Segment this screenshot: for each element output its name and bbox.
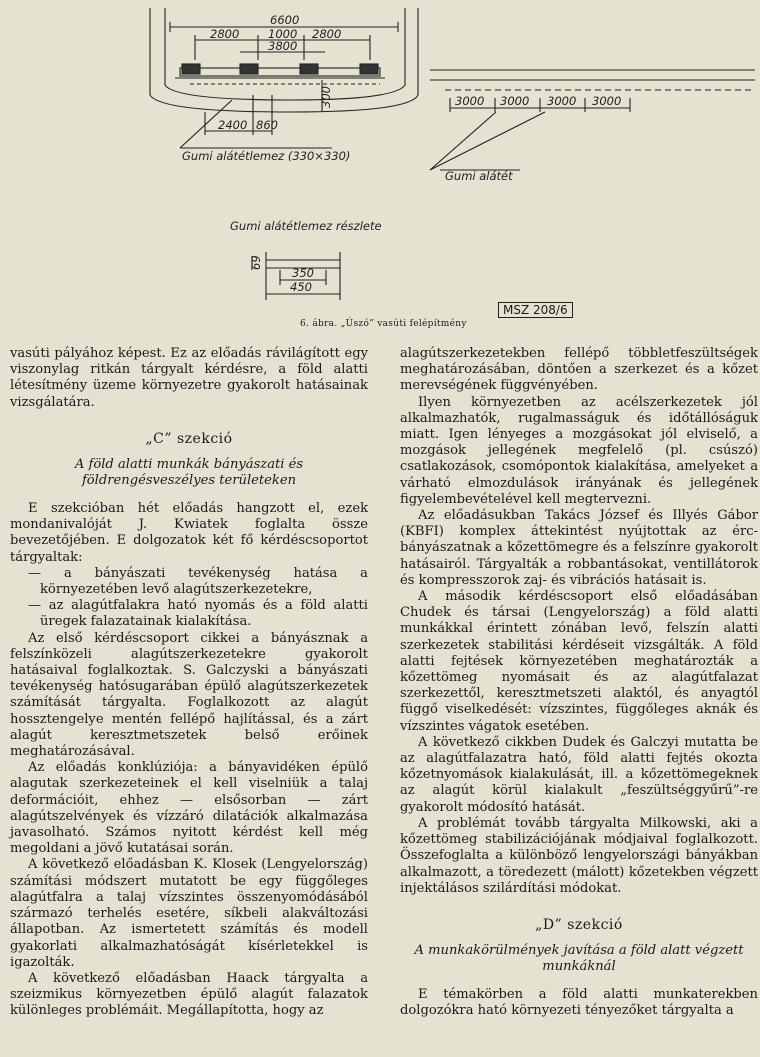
dim-3000-2: 3000 xyxy=(500,94,530,108)
dim-2400: 2400 xyxy=(218,118,248,132)
dim-2800-right: 2800 xyxy=(312,27,342,41)
pad-label: Gumi alátét xyxy=(445,169,513,183)
paragraph: E szekcióban hét előadás hangzott el, ezek mondanivalóját J. Kwiatek foglalta össze bevezetőjében. E dolgozatok két fő kérdéscsoportot tárgyaltak: xyxy=(10,501,368,565)
paragraph: A következő előadásban K. Klosek (Lengyelország) számítási módszert mutatott be egy függőleges alagútfalra a talaj vízszintes összenyomódásából származó terhelés esetére, síkbeli alakváltozási állapotban. Az ismertetett számítás és modell gyakorlati alkalmazhatóságát kísérletekkel is igazolták. xyxy=(10,857,368,970)
section-d-subtitle: A munkakörülmények javítása a föld alatt végzett munkáknál xyxy=(414,943,744,975)
section-c-title: „C” szekció xyxy=(145,430,233,447)
paragraph: alagútszerkezetekben fellépő többletfeszültségek meghatározásában, döntően a szerkezet és a kőzet merevségének függvényében. xyxy=(400,346,758,394)
paragraph: E témakörben a föld alatti munkaterekben dolgozókra ható környezeti tényezőket tárgyalta a xyxy=(400,987,758,1019)
dim-350: 350 xyxy=(292,266,314,280)
figure-standard-code: MSZ 208/6 xyxy=(498,302,573,318)
dim-6600: 6600 xyxy=(270,13,300,27)
dim-3000-1: 3000 xyxy=(455,94,485,108)
paragraph: A következő cikkben Dudek és Galczyi mutatta be az alagútfalazatra ható, föld alatti fejtés okozta kőzetnyomások kialakulását, ill. a kőzettömegeknek az alagút körül kialakult „feszültséggyűrű”-re gyakorolt módosító hatását. xyxy=(400,734,758,815)
paragraph: A második kérdéscsoport első előadásában Chudek és társai (Lengyelország) a föld alatti munkákkal érintett zónában levő, felszín alatti szerkezetek stabilitási kérdéseit vizsgálták. A föld alatti fejtések környezetében meghatározták a kőzettömeg nyomásait és az alagútfalazat szerkezettől, keresztmetszeti alaktól, és anyagtól függő viselkedését: vízszintes, függőleges aknák és vízszintes vágatok esetében. xyxy=(400,589,758,734)
dim-300: 300 xyxy=(319,86,333,108)
paragraph: A következő előadásban Haack tárgyalta a szeizmikus környezetben épülő alagút falazatok különleges problémáit. Megállapította, hogy az xyxy=(10,970,368,1019)
dim-3000-4: 3000 xyxy=(592,94,622,108)
paragraph: vasúti pályához képest. Ez az előadás rávilágított egy viszonylag ritkán tárgyalt kérdésre, a föld alatti létesítmény üzeme környezetre gyakorolt hatásainak vizsgálatára. xyxy=(10,346,368,410)
section-c-subtitle: A föld alatti munkák bányászati és földrengésveszélyes területeken xyxy=(74,457,304,489)
dim-860: 860 xyxy=(256,118,278,132)
dim-1000: 1000 xyxy=(268,27,298,41)
dim-69: 69 xyxy=(249,255,263,270)
paragraph: Az első kérdéscsoport cikkei a bányásznak a felszínközeli alagútszerkezetekre gyakorolt hatásaival foglalkoztak. S. Galczyski a bányászati tevékenység hatósugarában épülő alagútszerkezetek számítását tárgyalta. Foglalkozott az alagút hossztengelye mentén fellépő hajlítással, és a zárt alagút keresztmetszetek belső erőinek meghatározásával. xyxy=(10,630,368,760)
detail-title: Gumi alátétlemez részlete xyxy=(230,219,382,233)
list-item: — a bányászati tevékenység hatása a környezetében levő alagútszerkezetekre, xyxy=(28,565,368,598)
paragraph: A problémát tovább tárgyalta Milkowski, aki a kőzettömeg stabilizációjának módjaival foglalkozott. Összefoglalta a különböző lengyelországi bányákban alkalmazott, a töredezett (málott) kőzetekben végzett injektálásos szilárdítási módokat. xyxy=(400,815,758,896)
pad-plate-label: Gumi alátétlemez (330×330) xyxy=(182,149,351,163)
dim-2800-left: 2800 xyxy=(210,27,240,41)
dim-450: 450 xyxy=(290,280,312,294)
figure-caption: 6. ábra. „Úszó” vasúti felépítmény xyxy=(300,319,467,329)
paragraph: Ilyen környezetben az acélszerkezetek jól alkalmazhatók, rugalmasságuk és időtállóságuk miatt. Igen lényeges a mozgásokat jól elviselő, a mozgások jellegének megfelelő (pl. csúszó) csatlakozások, csomópontok kialakítása, amelyeket a várható elmozdulások irányának és jellegének figyelembevételével kell megtervezni. xyxy=(400,394,758,507)
right-column xyxy=(400,346,758,1020)
section-d-title: „D” szekció xyxy=(535,916,623,933)
dim-3800: 3800 xyxy=(268,39,298,53)
paragraph: Az előadás konklúziója: a bányavidéken épülő alagutak szerkezeteinek el kell viselniük a talaj deformációit, ehhez — elsősorban — zárt alagútszelvények és vízzáró dilatációk alkalmazása javasolható. Számos nyitott kérdést kell még megoldani a jövő kutatásai során. xyxy=(10,760,368,857)
left-column xyxy=(10,346,368,1020)
dim-3000-3: 3000 xyxy=(547,94,577,108)
technical-drawing-figure xyxy=(0,0,760,338)
paragraph: Az előadásukban Takács József és Illyés Gábor (KBFI) komplex áttekintést nyújtottak az érc-bányászatnak a kőzettömegre és a felszínre gyakorolt hatásairól. Tárgyalták a robbantásokat, ventillátorok és kompresszorok zaj- és vibrációs hatásait is. xyxy=(400,508,758,588)
list-item: — az alagútfalakra ható nyomás és a föld alatti üregek falazatainak kialakítása. xyxy=(28,598,368,630)
